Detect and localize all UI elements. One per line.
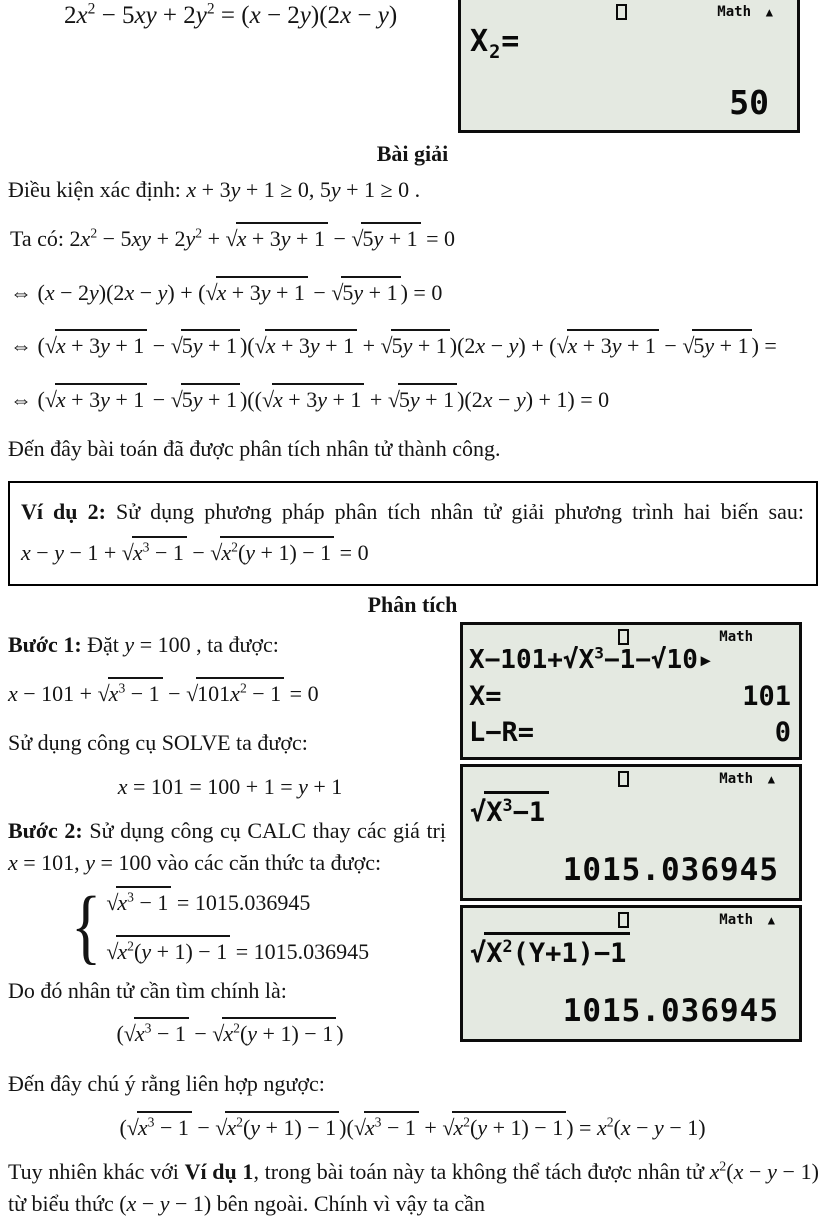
- calc-input-expression: $√X^3-1$: [470, 791, 549, 830]
- calc-status-bar: [461, 3, 797, 21]
- factor-intro-line: Do đó nhân tử cần tìm chính là:: [8, 977, 287, 1003]
- step1-intro: Bước 1: Đặt y = 100 , ta được:: [8, 632, 279, 658]
- step2-intro: Bước 2: Sử dụng công cụ CALC thay các giá trị x = 101, y = 100 vào các căn thức ta được:: [8, 817, 446, 875]
- calc-x-label: X=: [469, 681, 502, 713]
- math-mode-label: Math: [719, 629, 753, 646]
- condition-line: Điều kiện xác định: x + 3y + 1 ≥ 0, 5y + 1 ≥ 0 .: [8, 177, 421, 202]
- system-eq-2: $√x^2(y + 1) - 1 = 1015.036945$: [106, 935, 369, 968]
- scroll-up-icon: ▲: [767, 772, 775, 787]
- display-indicator-icon: [618, 629, 629, 645]
- step1-result: x = 101 = 100 + 1 = y + 1: [117, 773, 343, 799]
- section-heading-bai-giai: Bài giải: [376, 141, 449, 166]
- calc-input-expression: $√X^2(Y+1)-1$: [470, 932, 630, 971]
- calc-x-row: [469, 681, 791, 712]
- derivation-line-2: ⇔ (√x + 3y + 1 − √5y + 1 )(√x + 3y + 1 + √5y + 1 )(2x − y) + (√x + 3y + 1 − √5y + 1 ) =: [10, 325, 825, 367]
- calculator-screen-solve-input: [460, 622, 802, 760]
- calculator-column: [460, 622, 802, 1061]
- calc-status-bar: [463, 911, 799, 929]
- display-indicator-icon: [618, 771, 629, 787]
- display-indicator-icon: [618, 912, 629, 928]
- scroll-up-icon: ▲: [767, 913, 775, 928]
- header-row: [0, 0, 825, 135]
- calc-x-value: 101: [742, 681, 791, 713]
- conjugate-equation: ($√x^3 - 1 - √x^2(y + 1) - 1$ )($√x^3 - 1 + √x^2(y + 1) - 1$ ) = $x^2(x - y - 1)$: [0, 1107, 825, 1149]
- analysis-columns: [0, 622, 825, 1061]
- display-indicator-icon: [616, 4, 627, 20]
- calc-result-value: 1015.036945: [562, 852, 779, 889]
- section-heading-phan-tich: Phân tích: [367, 592, 458, 618]
- calc-lr-row: [469, 717, 791, 748]
- factorization-conclusion-line: Đến đây bài toán đã được phân tích nhân tử thành công.: [8, 436, 501, 462]
- derivation-line-3: ⇔ (√x + 3y + 1 − √5y + 1 )((√x + 3y + 1 + √5y + 1 )(2x − y) + 1) = 0: [10, 379, 825, 421]
- calc-input-expression: $X-101+√X^3-1-√10▸$: [469, 643, 714, 676]
- conjugate-intro-line: Đến đây chú ý rằng liên hợp ngược:: [8, 1071, 325, 1097]
- left-brace: {: [71, 879, 102, 973]
- calc-lr-label: L−R=: [469, 717, 535, 749]
- step1-solve-line: Sử dụng công cụ SOLVE ta được:: [8, 730, 308, 756]
- factor-expression: ($√x^3 - 1 - √x^2(y + 1) - 1$ ): [8, 1013, 452, 1055]
- calc-lr-value: 0: [774, 717, 791, 749]
- calc-status-bar: [463, 770, 799, 788]
- taco-line: Ta có: $2x^2 - 5xy + 2y^2 + √x + 3y + 1 - √5y + 1 = 0$: [10, 218, 825, 260]
- scroll-up-icon: ▲: [765, 5, 773, 19]
- calculator-screen-solve-root: [458, 0, 800, 133]
- calc-result-value: 50: [729, 83, 769, 122]
- system-lines: [106, 886, 369, 968]
- calc-variable-line: $X_2=$: [470, 24, 521, 63]
- example-2-box: Ví dụ 2: Sử dụng phương pháp phân tích nhân tử giải phương trình hai biến sau: $x - y - 1 + √x^3 - 1 - √x^2(y + 1) - 1 = 0$: [8, 481, 818, 586]
- calculator-screen-sqrt-x2y1: [460, 905, 802, 1042]
- final-paragraph: Tuy nhiên khác với Ví dụ 1, trong bài toán này ta không thể tách được nhân tử $x^2(x - y - 1)$ từ biểu thức (x − y − 1) bên ngoài. Chính vì vậy ta cần: [8, 1158, 819, 1216]
- calculator-screen-sqrt-x3: [460, 764, 802, 901]
- math-mode-label: Math: [717, 4, 751, 20]
- system-eq-1: $√x^3 - 1 = 1015.036945$: [106, 886, 369, 919]
- math-mode-label: Math: [719, 912, 753, 929]
- calc-result-value: 1015.036945: [562, 993, 779, 1030]
- math-mode-label: Math: [719, 771, 753, 788]
- derivation-line-1: ⇔ (x − 2y)(2x − y) + (√x + 3y + 1 − √5y + 1 ) = 0: [10, 272, 825, 314]
- factored-identity-equation: $2x^2 - 5xy + 2y^2 = (x - 2y)(2x - y)$: [64, 0, 398, 29]
- system-of-values: [66, 879, 452, 973]
- analysis-text-column: [0, 622, 452, 1061]
- calc-status-bar: [463, 628, 799, 646]
- step1-equation: $x - 101 + √x^3 - 1 - √101x^2 - 1 = 0$: [8, 673, 452, 715]
